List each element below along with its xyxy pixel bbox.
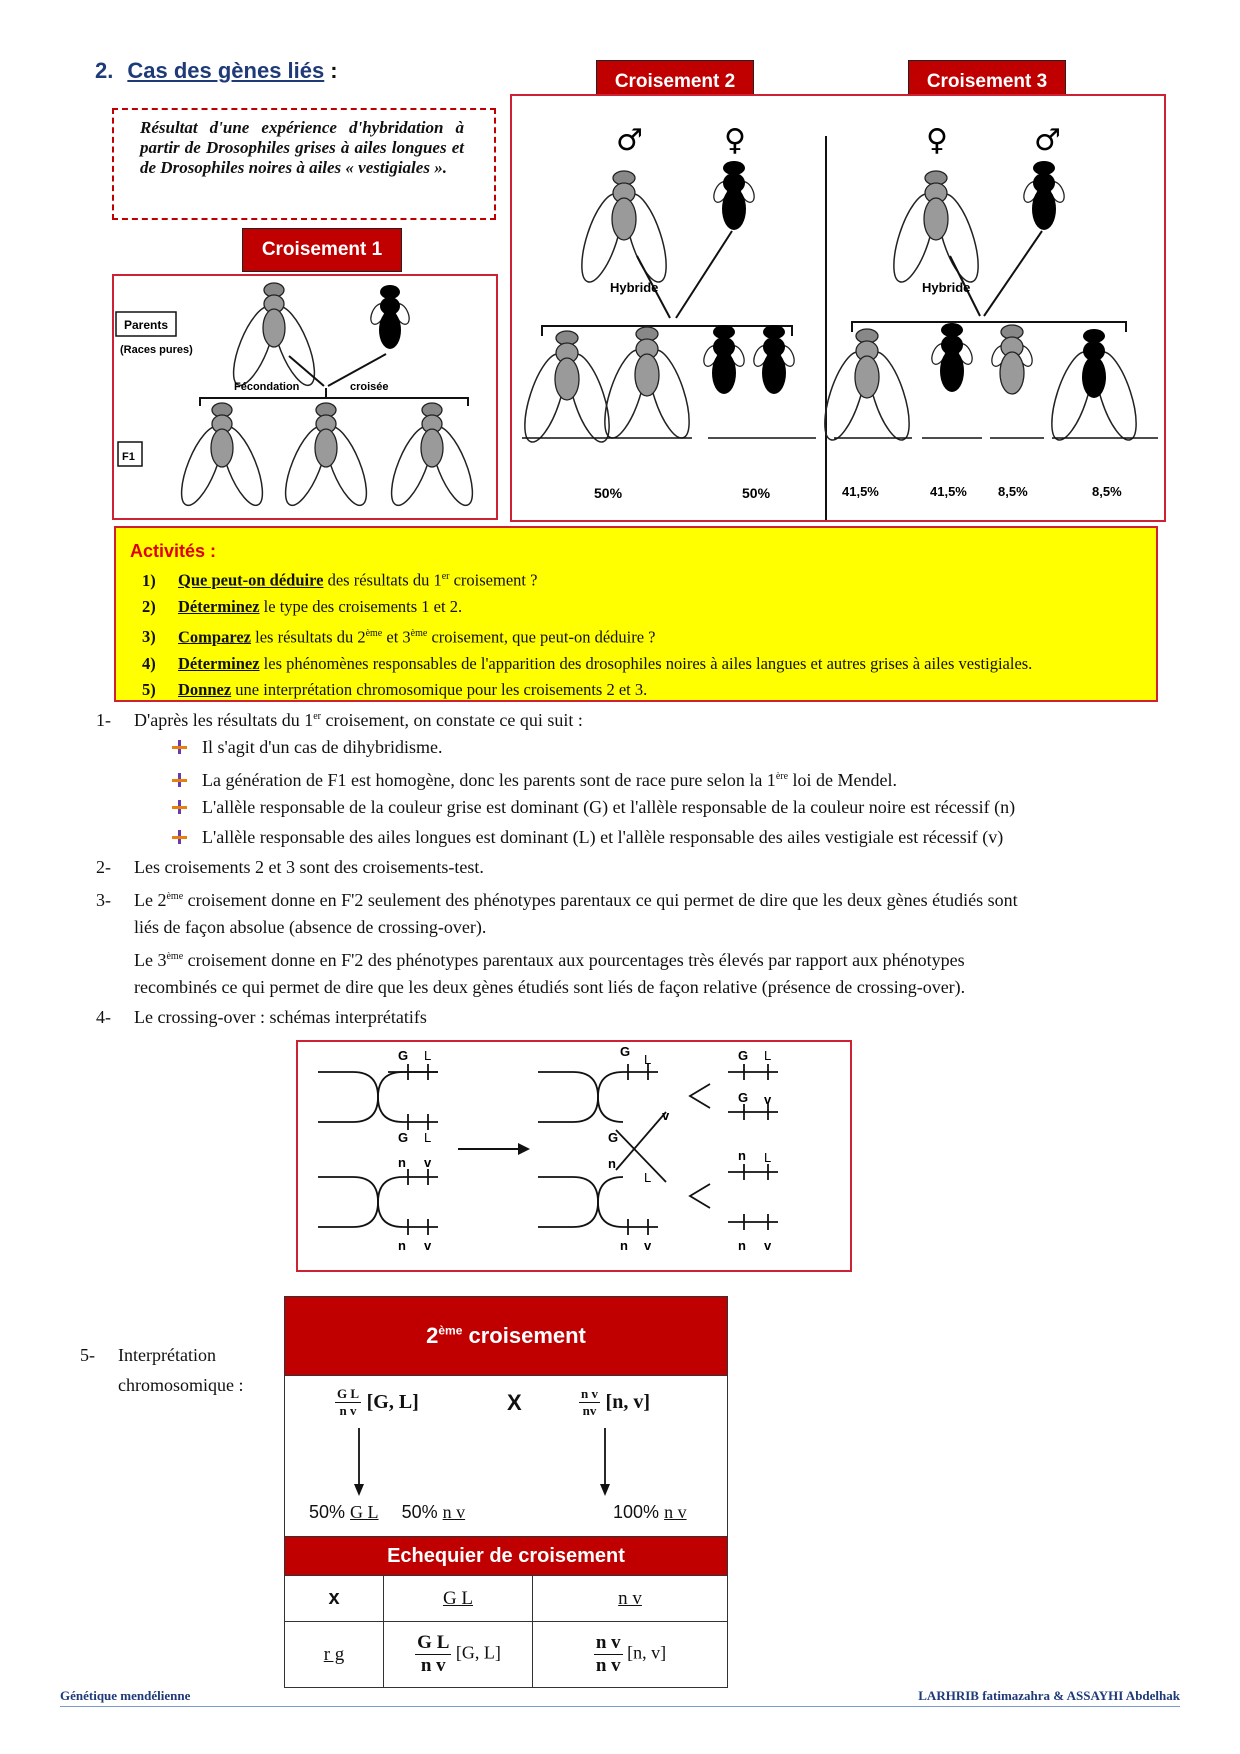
svg-text:n: n (398, 1155, 406, 1170)
footer-right: LARHRIB fatimazahra & ASSAYHI Abdelhak (918, 1688, 1180, 1703)
experiment-caption: Résultat d'une expérience d'hybridation à partir de Drosophiles grises à ailes longues et de Drosophiles noires à ailes « vestigiales ». (112, 108, 496, 220)
bullet-icon (172, 773, 186, 787)
section-number: 2. (95, 58, 114, 83)
croisements-2-3-figure (510, 94, 1166, 522)
footer-left: Génétique mendélienne (60, 1688, 191, 1703)
svg-text:G: G (608, 1130, 619, 1145)
c3-male-symbol: ♂ (1034, 123, 1061, 158)
svg-text:L: L (644, 1170, 652, 1185)
svg-text:G: G (398, 1048, 409, 1063)
croisement-2-tag: Croisement 2 (596, 60, 754, 104)
gametes-parent-1: 50% G L 50% n v (309, 1502, 466, 1522)
c3-offspring-1 (817, 329, 918, 444)
answer-1-bullet-1: Il s'agit d'un cas de dihybridisme. (172, 732, 442, 762)
section-heading (95, 58, 338, 84)
c3-pct-1: 41,5% (842, 484, 879, 499)
c2-offspring-4 (751, 325, 797, 394)
svg-text:L: L (424, 1048, 432, 1063)
svg-text:n: n (738, 1148, 746, 1163)
answer-3-line-4: recombinés ce qui permet de dire que les deux gènes étudiés sont liés de façon relative (présence de crossing-over). (134, 977, 966, 997)
parent-grey-long-fly (225, 283, 322, 390)
grid-row-1: r g (285, 1622, 384, 1688)
c2-female-symbol: ♀ (724, 123, 746, 158)
c2-offspring-1 (517, 331, 618, 446)
answer-1-bullet-2: La génération de F1 est homogène, donc les parents sont de race pure selon la 1ère loi de Mendel. (172, 762, 897, 795)
cross-symbol: X (507, 1390, 522, 1415)
svg-text:G: G (738, 1090, 749, 1105)
svg-text:L: L (764, 1048, 772, 1063)
crossing-over-diagram (298, 1042, 850, 1270)
activity-item: 4) Déterminez les phénomènes responsables de l'apparition des drosophiles noires à ailes langues et autres grises à ailes vestigiales. (142, 653, 1033, 673)
svg-text:G: G (620, 1044, 631, 1059)
svg-text:v: v (764, 1238, 772, 1253)
svg-text:G: G (738, 1048, 749, 1063)
svg-text:L: L (764, 1150, 772, 1165)
answer-2: 2- Les croisements 2 et 3 sont des croisements-test. (96, 857, 484, 877)
answer-3: 3- Le 2ème croisement donne en F'2 seulement des phénotypes parentaux ce qui permet de dire que les deux gènes étudiés sont (96, 890, 1018, 910)
section-colon: : (330, 58, 338, 83)
answer-5-line-2: chromosomique : (118, 1375, 244, 1395)
grid-title: Echequier de croisement (285, 1537, 728, 1576)
grid-cell-2: $\frac{\text{n v}}{\text{n v}}$ [n, v] (533, 1622, 728, 1688)
interp-parents-cell (285, 1376, 728, 1537)
parent-black-vestigial-fly (368, 285, 412, 349)
activity-item: 1) Que peut-on déduire des résultats du 1er croisement ? (142, 570, 538, 590)
c3-parent-black-fly (1021, 161, 1067, 230)
c3-offspring-2 (929, 323, 975, 392)
c2-parent-hybrid-fly (574, 171, 675, 286)
answer-3-line-3: Le 3ème croisement donne en F'2 des phénotypes parentaux aux pourcentages très élevés par rapport aux phénotypes (134, 950, 965, 970)
croisement-3-tag: Croisement 3 (908, 60, 1066, 104)
svg-text:v: v (662, 1108, 670, 1123)
answer-1-bullet-3: L'allèle responsable de la couleur grise est dominant (G) et l'allèle responsable de la couleur noire est récessif (n) (172, 792, 1015, 822)
parents-label: Parents (124, 318, 169, 332)
activity-item: 5) Donnez une interprétation chromosomique pour les croisements 2 et 3. (142, 680, 648, 699)
f1-fly-3 (383, 403, 480, 510)
c2-parent-black-fly (711, 161, 757, 230)
c3-pct-2: 41,5% (930, 484, 967, 499)
croisement-1-diagram (114, 276, 496, 518)
grid-corner: x (285, 1576, 384, 1622)
c2-offspring-3 (701, 325, 747, 394)
svg-text:n: n (620, 1238, 628, 1253)
croisement-1-figure (112, 274, 498, 520)
f1-fly-2 (277, 403, 374, 510)
c3-hybride-label: Hybride (922, 280, 971, 295)
c3-female-symbol: ♀ (926, 123, 948, 158)
grid-col-2: n v (533, 1576, 728, 1622)
c3-offspring-4 (1044, 329, 1145, 444)
bullet-icon (172, 800, 186, 814)
c3-parent-hybrid-fly (886, 171, 987, 286)
grid-cell-1: $\frac{\text{G L}}{\text{n v}}$ [G, L] (384, 1622, 533, 1688)
croisements-2-3-diagram (512, 96, 1164, 520)
svg-text:n: n (398, 1238, 406, 1253)
parent-2-genotype: $\frac{\text{n v}}{nv}$ [n, v] (581, 1386, 650, 1418)
interpretation-table (284, 1296, 728, 1688)
c2-hybride-label: Hybride (610, 280, 659, 295)
answer-1-bullet-4: L'allèle responsable des ailes longues est dominant (L) et l'allèle responsable des ailes vestigiale est récessif (v) (172, 822, 1003, 852)
croisement-1-tag: Croisement 1 (242, 228, 402, 272)
answer-3-line-2: liés de façon absolue (absence de crossing-over). (134, 917, 487, 937)
crossing-over-figure (296, 1040, 852, 1272)
activity-item: 3) Comparez les résultats du 2ème et 3ème croisement, que peut-on déduire ? (142, 627, 656, 646)
svg-text:v: v (644, 1238, 652, 1253)
footer-divider (60, 1706, 1180, 1707)
answer-1: 1- D'après les résultats du 1er croisement, on constate ce qui suit : (96, 710, 583, 730)
svg-text:v: v (424, 1238, 432, 1253)
gametes-parent-2: 100% n v (613, 1502, 687, 1522)
f1-fly-1 (173, 403, 270, 510)
races-pures-label: (Races pures) (120, 344, 193, 356)
f1-label: F1 (122, 451, 135, 463)
croisee-label: croisée (350, 381, 389, 393)
bullet-icon (172, 740, 186, 754)
grid-col-1: G L (384, 1576, 533, 1622)
svg-text:L: L (424, 1130, 432, 1145)
section-title: Cas des gènes liés (127, 58, 325, 83)
svg-text:v: v (764, 1092, 772, 1107)
c2-pct-1: 50% (594, 485, 623, 501)
c3-pct-4: 8,5% (1092, 484, 1122, 499)
c3-offspring-3 (989, 325, 1035, 394)
parent-1-genotype: $\frac{\text{G L}}{\text{n v}}$ [G, L] (337, 1386, 419, 1418)
svg-text:G: G (398, 1130, 409, 1145)
bullet-icon (172, 830, 186, 844)
c3-pct-3: 8,5% (998, 484, 1028, 499)
svg-text:L: L (644, 1052, 652, 1067)
svg-text:v: v (424, 1155, 432, 1170)
c2-male-symbol: ♂ (616, 123, 643, 158)
svg-text:n: n (738, 1238, 746, 1253)
activities-title: Activités : (130, 541, 217, 561)
answer-5: 5- Interprétation (80, 1345, 216, 1365)
c2-offspring-2 (597, 327, 698, 442)
activity-item: 2) Déterminez le type des croisements 1 et 2. (142, 597, 463, 616)
interp-header: 2ème croisement (285, 1297, 728, 1376)
svg-text:n: n (608, 1156, 616, 1171)
activities-list (136, 564, 1032, 704)
c2-pct-2: 50% (742, 485, 771, 501)
answer-4: 4- Le crossing-over : schémas interprétatifs (96, 1007, 427, 1027)
fecondation-label: Fécondation (234, 381, 300, 393)
activities-box (114, 526, 1158, 702)
